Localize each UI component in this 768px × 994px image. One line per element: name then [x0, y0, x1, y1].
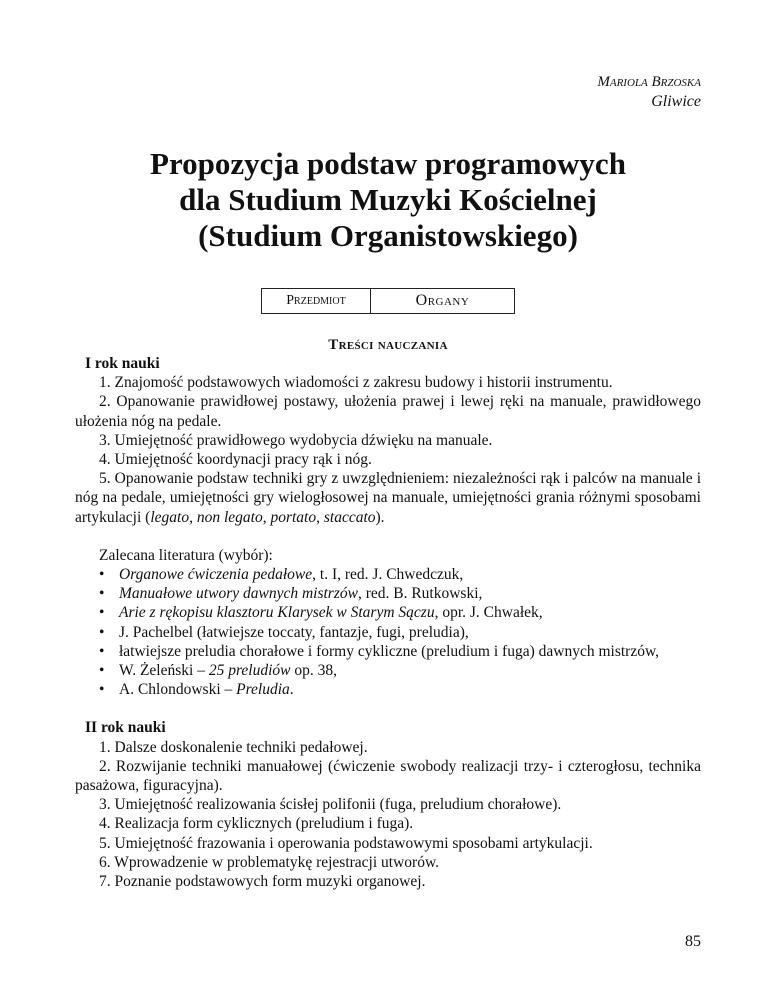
list-item — [99, 642, 701, 661]
lit-rest: op. 38, — [290, 662, 338, 680]
lit-title: Arie z rękopisu klasztoru Klarysek w Starym Sączu — [119, 604, 435, 622]
section-heading: Treści nauczania — [328, 337, 448, 353]
bullet-icon: • — [99, 642, 105, 660]
title-line-3: (Studium Organistowskiego) — [198, 218, 578, 253]
bullet-icon: • — [99, 681, 105, 699]
list-item — [99, 680, 701, 699]
sep-1: , — [189, 508, 197, 526]
list-item — [99, 623, 701, 642]
year2-item-3: 3. Umiejętność realizowania ścisłej polifonii (fuga, preludium chorałowe). — [99, 796, 562, 814]
articulation-staccato: staccato — [323, 508, 376, 526]
list-item — [99, 565, 701, 584]
item5-end: ). — [375, 508, 385, 526]
year1-item-5 — [75, 469, 701, 527]
year2-item-6: 6. Wprowadzenie w problematykę rejestracji utworów. — [99, 853, 440, 871]
content — [75, 354, 701, 891]
lit-title: Manuałowe utwory dawnych mistrzów — [119, 585, 358, 603]
bullet-icon: • — [99, 604, 105, 622]
year2-heading: II rok nauki — [85, 719, 166, 737]
list-item — [99, 661, 701, 680]
title-line-2: dla Studium Muzyki Kościelnej — [179, 182, 597, 217]
bullet-icon: • — [99, 585, 105, 603]
year2-item-2: 2. Rozwijanie techniki manuałowej (ćwiczenie swobody realizacji trzy- i czterogłosu, technika pasażowa, figuracyjna). — [75, 757, 701, 795]
literature-heading: Zalecana literatura (wybór): — [99, 546, 273, 564]
list-item — [99, 603, 701, 622]
page-title — [75, 146, 701, 254]
bullet-icon: • — [99, 566, 105, 584]
page — [75, 0, 701, 994]
lit-title: 25 preludiów — [208, 662, 291, 680]
year1-item-1: 1. Znajomość podstawowych wiadomości z zakresu budowy i historii instrumentu. — [99, 374, 613, 392]
bullet-icon: • — [99, 662, 105, 680]
literature-list — [75, 565, 701, 699]
title-line-1: Propozycja podstaw programowych — [150, 146, 626, 181]
articulation-non-legato: non legato — [196, 508, 263, 526]
sep-3: , — [316, 508, 324, 526]
lit-text: J. Pachelbel (łatwiejsze toccaty, fantazje, fugi, preludia), — [119, 623, 469, 641]
lit-text: łatwiejsze preludia chorałowe i formy cykliczne (preludium i fuga) dawnych mistrzów, — [119, 642, 660, 660]
author-block — [597, 72, 701, 112]
bullet-icon: • — [99, 623, 105, 641]
subject-box — [261, 288, 515, 314]
lit-author: W. Żeleński – — [119, 662, 209, 680]
year1-item-4: 4. Umiejętność koordynacji pracy rąk i nóg. — [99, 451, 372, 469]
list-item — [99, 584, 701, 603]
lit-title: Preludia — [236, 681, 290, 699]
lit-rest: , t. I, red. J. Chwedczuk, — [312, 566, 464, 584]
subject-value: Organy — [415, 292, 470, 309]
lit-author: A. Chlondowski – — [119, 681, 237, 699]
year1-item-3: 3. Umiejętność prawidłowego wydobycia dźwięku na manuale. — [99, 431, 493, 449]
year2-item-5: 5. Umiejętność frazowania i operowania podstawowymi sposobami artykulacji. — [99, 834, 593, 852]
year1-item-2: 2. Opanowanie prawidłowej postawy, ułożenia prawej i lewej ręki na manuale, prawidłowego ułożenia nóg na pedale. — [75, 393, 701, 430]
subject-label: Przedmiot — [262, 289, 371, 313]
item5-text: 5. Opanowanie podstaw techniki gry z uwzględnieniem: niezależności rąk i palców na manuale i nóg na pedale, umiejętności gry wielogłosowej na manuale, umiejętności grania różnymi sposobami artykulacji ( — [75, 470, 701, 526]
lit-rest: . — [289, 681, 294, 699]
articulation-portato: portato — [270, 508, 317, 526]
author-name: Mariola Brzoska — [597, 74, 701, 90]
sep-2: , — [262, 508, 271, 526]
articulation-legato: legato — [150, 508, 190, 526]
lit-rest: , red. B. Rutkowski, — [357, 585, 483, 603]
year1-heading: I rok nauki — [85, 355, 160, 372]
author-city: Gliwice — [651, 93, 701, 110]
year2-item-7: 7. Poznanie podstawowych form muzyki organowej. — [99, 873, 426, 891]
lit-rest: , opr. J. Chwałek, — [434, 604, 543, 622]
year2-item-4: 4. Realizacja form cyklicznych (preludium i fuga). — [99, 815, 414, 833]
page-number: 85 — [685, 933, 701, 950]
lit-title: Organowe ćwiczenia pedałowe — [119, 566, 313, 584]
year2-item-1: 1. Dalsze doskonalenie techniki pedałowej. — [99, 738, 368, 756]
